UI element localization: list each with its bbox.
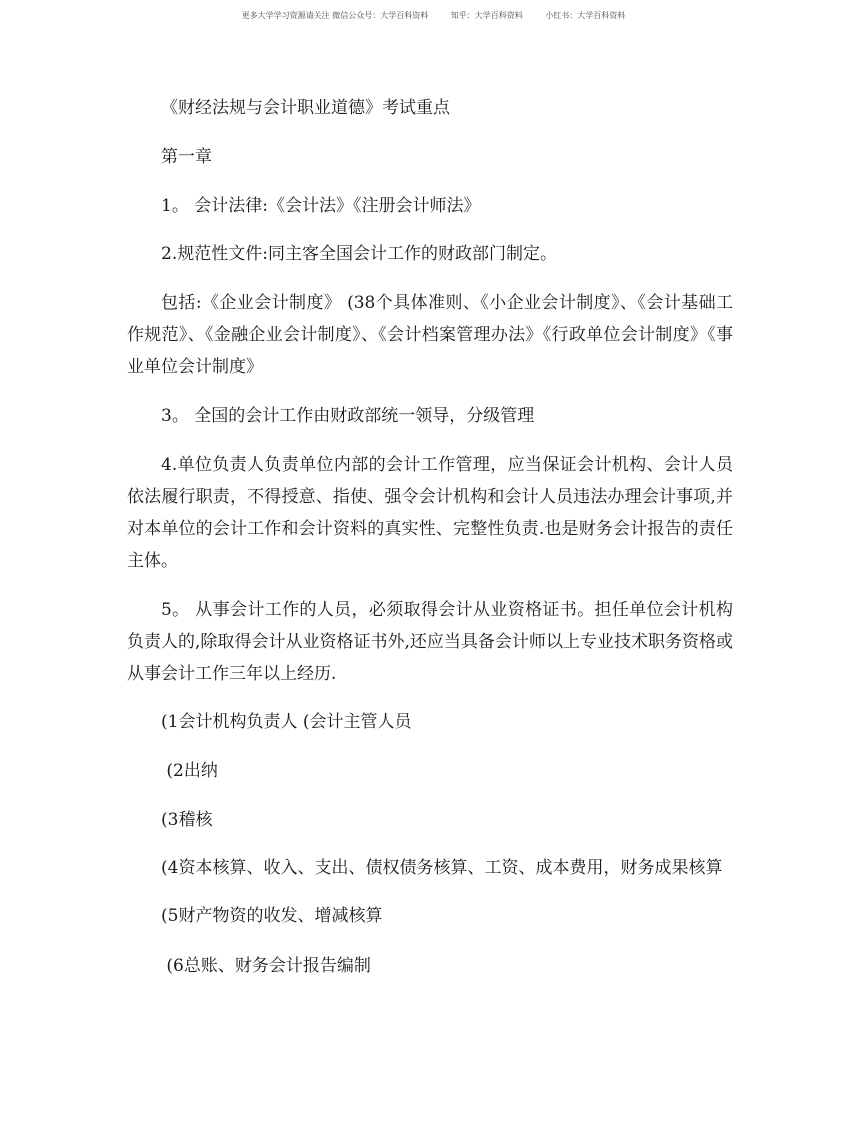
subitem-4: (4资本核算、收入、支出、债权债务核算、工资、成本费用，财务成果核算 [161,858,723,878]
item-5-paragraph: 5。 从事会计工作的人员，必须取得会计从业资格证书。担任单位会计机构负责人的,除取得会计从业资格证书外,还应当具备会计师以上专业技术职务资格或从事会计工作三年以上经历. [127,600,733,684]
chapter-heading: 第一章 [161,147,212,167]
header-zhihu-note: 知乎：大学百科资料 [450,11,523,20]
header-wechat-note: 更多大学学习资源请关注 微信公众号：大学百科资料 [241,11,429,20]
item-2: 2.规范性文件:同主客全国会计工作的财政部门制定。 [161,244,557,264]
item-1: 1。 会计法律:《会计法》《注册会计师法》 [161,196,481,216]
subitem-2: (2出纳 [161,761,218,781]
subitem-6: (6总账、财务会计报告编制 [161,956,371,976]
item-4-paragraph: 4.单位负责人负责单位内部的会计工作管理，应当保证会计机构、会计人员依法履行职责，不得授意、指使、强令会计机构和会计人员违法办理会计事项,并对本单位的会计工作和会计资料的真实性、完整性负责.也是财务会计报告的责任主体。 [127,455,733,571]
document-title: 《财经法规与会计职业道德》考试重点 [161,98,450,118]
subitem-1: (1会计机构负责人 (会计主管人员 [161,712,412,732]
header-xiaohongshu-note: 小红书：大学百科资料 [545,11,626,20]
page-header [0,10,867,21]
subitem-3: (3稽核 [161,810,213,830]
item-3: 3。 全国的会计工作由财政部统一领导，分级管理 [161,406,535,426]
subitem-5: (5财产物资的收发、增减核算 [161,906,383,926]
item-includes-paragraph: 包括:《企业会计制度》 (38个具体准则、《小企业会计制度》、《会计基础工作规范》、《金融企业会计制度》、《会计档案管理办法》《行政单位会计制度》《事业单位会计制度》 [127,293,733,377]
